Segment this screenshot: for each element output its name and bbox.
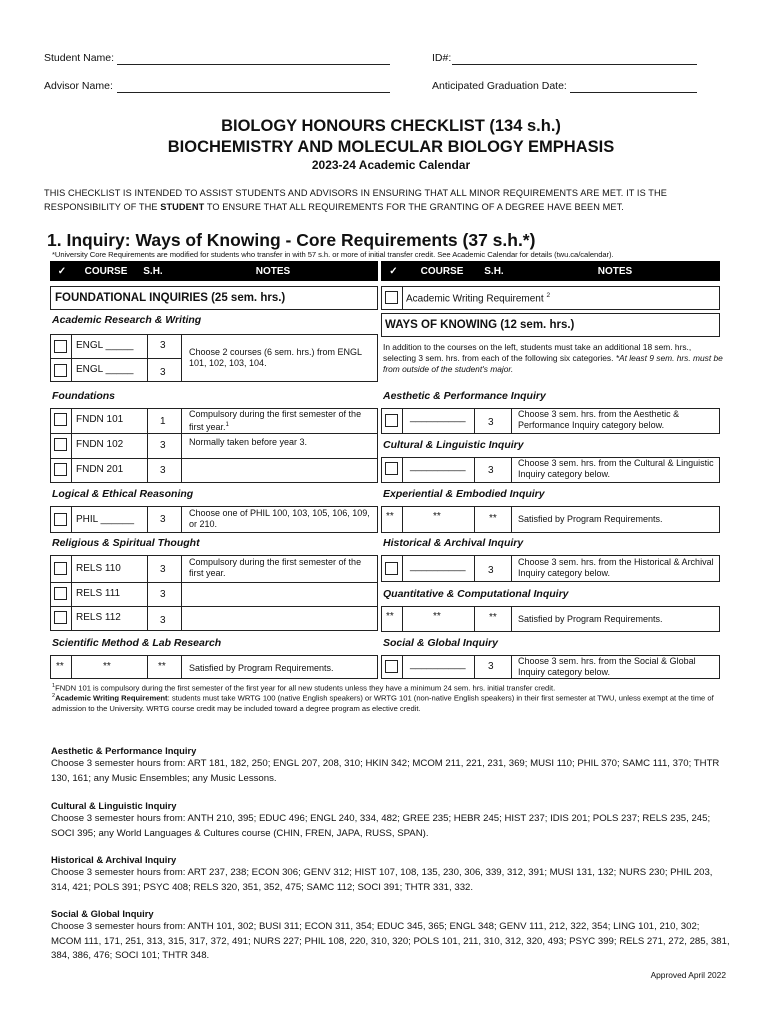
category-quantitative: Quantitative & Computational Inquiry bbox=[383, 588, 569, 600]
historical-note: Choose 3 sem. hrs. from the Historical & Archival Inquiry category below. bbox=[518, 557, 714, 578]
aesthetic-sh: 3 bbox=[488, 417, 494, 428]
list-body-historical: Choose 3 semester hours from: ART 237, 238; ECON 306; GENV 312; HIST 107, 108, 135, 230, 306, 339, 312, 391; MUSI 131, 132; NURS 230; PHIL 203, 314, 421; POLS 391; PSYC 408; RELS 320, 351, 352, 475; SAMC 112; SOCI 391; THTR 331, 332. bbox=[51, 867, 713, 893]
footnote-2: $^2$Academic Writing Requirement: students must take WRTG 100 (native English speakers) or WRTG 101 (non-native English speakers) in their first semester at TWU, unless exempt at the time of admission to the University. WRTG course credit may be included toward a degree program as elective credit. bbox=[52, 693, 714, 713]
exp-check-marker: ** bbox=[386, 511, 394, 522]
list-body-cultural: Choose 3 semester hours from: ANTH 210, 395; EDUC 496; ENGL 240, 334, 482; GREE 235; HEBR 245; HIST 237; IDIS 201; POLS 237; RELS 235, 245; SOCI 395; any World Languages & Cultures course (CHIN, FREN, JAPA, RUSS, SPAN). bbox=[51, 813, 711, 839]
rels-111-sh: 3 bbox=[160, 589, 166, 600]
id-label: ID#: bbox=[432, 52, 452, 64]
rels-111-course: RELS 111 bbox=[76, 588, 121, 599]
cultural-checkbox[interactable] bbox=[385, 462, 398, 475]
fndn-102-sh: 3 bbox=[160, 440, 166, 451]
fndn-101-note: Compulsory during the first semester of the first year.$^1$ bbox=[189, 409, 362, 432]
engl-1-sh: 3 bbox=[160, 340, 166, 351]
notes-column-header: NOTES bbox=[597, 265, 633, 277]
fndn-101-sh: 1 bbox=[160, 416, 166, 427]
foundational-inquiries-heading: FOUNDATIONAL INQUIRIES (25 sem. hrs.) bbox=[55, 292, 286, 304]
notes-column-header: NOTES bbox=[255, 265, 291, 277]
category-historical: Historical & Archival Inquiry bbox=[383, 537, 524, 549]
course-column-header: COURSE bbox=[420, 265, 464, 277]
rels-110-course: RELS 110 bbox=[76, 563, 121, 574]
rels-112-sh: 3 bbox=[160, 615, 166, 626]
engl-note: Choose 2 courses (6 sem. hrs.) from ENGL 101, 102, 103, 104. bbox=[189, 347, 362, 368]
checklist-title: BIOLOGY HONOURS CHECKLIST (134 s.h.) bbox=[221, 117, 561, 135]
qua-course-marker: ** bbox=[433, 611, 441, 622]
sh-column-header: S.H. bbox=[143, 265, 163, 277]
student-name-label: Student Name: bbox=[44, 52, 115, 64]
calendar-year: 2023-24 Academic Calendar bbox=[311, 158, 471, 172]
category-cultural: Cultural & Linguistic Inquiry bbox=[383, 439, 524, 451]
category-social: Social & Global Inquiry bbox=[383, 637, 498, 649]
cultural-course-blank[interactable]: __________ bbox=[410, 461, 466, 472]
fndn-201-checkbox[interactable] bbox=[54, 463, 67, 476]
list-body-aesthetic: Choose 3 semester hours from: ART 181, 182, 250; ENGL 207, 208, 310; HKIN 342; MCOM 211, 221, 231, 369; MUSI 110; PHIL 370; SAMC 111, 370; THTR 130, 161; any Music Ensembles; any Music Lessons. bbox=[51, 758, 720, 784]
exp-course-marker: ** bbox=[433, 511, 441, 522]
category-scientific-method: Scientific Method & Lab Research bbox=[52, 637, 222, 649]
historical-course-blank[interactable]: __________ bbox=[410, 561, 466, 572]
awr-checkbox[interactable] bbox=[385, 291, 398, 304]
sci-note: Satisfied by Program Requirements. bbox=[189, 663, 334, 673]
category-experiential: Experiential & Embodied Inquiry bbox=[383, 488, 545, 500]
ways-of-knowing-heading: WAYS OF KNOWING (12 sem. hrs.) bbox=[385, 319, 575, 331]
advisor-name-label: Advisor Name: bbox=[44, 80, 113, 92]
core-requirements-note: *University Core Requirements are modified for students who transfer in with 57 s.h. or more of initial transfer credit. See Academic Calendar for details (twu.ca/calendar). bbox=[52, 250, 614, 259]
phil-sh: 3 bbox=[160, 514, 166, 525]
graduation-date-field[interactable] bbox=[570, 81, 697, 93]
rels-111-checkbox[interactable] bbox=[54, 587, 67, 600]
fndn-102-note: Normally taken before year 3. bbox=[189, 437, 308, 447]
fndn-102-checkbox[interactable] bbox=[54, 438, 67, 451]
section-heading: 1. Inquiry: Ways of Knowing - Core Requirements (37 s.h.*) bbox=[47, 230, 536, 250]
sh-column-header: S.H. bbox=[484, 265, 504, 277]
fndn-101-course: FNDN 101 bbox=[76, 414, 124, 425]
historical-sh: 3 bbox=[488, 565, 494, 576]
category-academic-research: Academic Research & Writing bbox=[52, 314, 202, 326]
cultural-sh: 3 bbox=[488, 465, 494, 476]
right-table-header bbox=[381, 261, 720, 281]
check-column-header: ✓ bbox=[389, 265, 398, 277]
category-logical-ethical: Logical & Ethical Reasoning bbox=[52, 488, 194, 500]
aesthetic-note: Choose 3 sem. hrs. from the Aesthetic & Performance Inquiry category below. bbox=[518, 409, 680, 430]
list-heading-historical: Historical & Archival Inquiry bbox=[51, 854, 177, 865]
qua-check-marker: ** bbox=[386, 611, 394, 622]
exp-sh-marker: ** bbox=[489, 513, 497, 524]
engl-1-checkbox[interactable] bbox=[54, 340, 67, 353]
fndn-102-course: FNDN 102 bbox=[76, 439, 124, 450]
id-field[interactable] bbox=[452, 53, 697, 65]
list-body-social: Choose 3 semester hours from: ANTH 101, 302; BUSI 311; ECON 311, 354; EDUC 345, 365; ENGL 348; GENV 111, 212, 322, 354; LING 101, 210, 302; MCOM 111, 171, 251, 313, 315, 317, 372, 491; NURS 227; PHIL 108, 220, 310, 320; POLS 101, 211, 310, 312, 320, 493; PSYC 399; RELS 271, 272, 285, 381, 384, 386, 476; SOCI 101; THTR 348. bbox=[51, 921, 730, 961]
engl-1-course[interactable]: ENGL _____ bbox=[76, 340, 134, 351]
rels-112-course: RELS 112 bbox=[76, 612, 121, 623]
sci-course-marker: ** bbox=[103, 661, 111, 672]
phil-note: Choose one of PHIL 100, 103, 105, 106, 109, or 210. bbox=[189, 508, 370, 529]
phil-checkbox[interactable] bbox=[54, 513, 67, 526]
qua-sh-marker: ** bbox=[489, 612, 497, 623]
category-religious-spiritual: Religious & Spiritual Thought bbox=[52, 537, 200, 549]
rels-110-sh: 3 bbox=[160, 564, 166, 575]
engl-2-course[interactable]: ENGL _____ bbox=[76, 364, 134, 375]
awr-label: Academic Writing Requirement $^2$ bbox=[406, 292, 551, 305]
cultural-note: Choose 3 sem. hrs. from the Cultural & Linguistic Inquiry category below. bbox=[518, 458, 714, 479]
advisor-name-field[interactable] bbox=[117, 81, 390, 93]
list-heading-aesthetic: Aesthetic & Performance Inquiry bbox=[51, 745, 197, 756]
social-course-blank[interactable]: __________ bbox=[410, 659, 466, 670]
social-checkbox[interactable] bbox=[385, 660, 398, 673]
fndn-201-sh: 3 bbox=[160, 465, 166, 476]
engl-2-checkbox[interactable] bbox=[54, 364, 67, 377]
sci-sh-marker: ** bbox=[158, 661, 166, 672]
rels-110-note: Compulsory during the first semester of the first year. bbox=[189, 557, 362, 578]
fndn-201-course: FNDN 201 bbox=[76, 464, 124, 475]
ways-of-knowing-note: In addition to the courses on the left, students must take an additional 18 sem. hrs., selecting 3 sem. hrs. from each of the following six categories. *At least 9 sem. hrs. must be from outside of the student's major. bbox=[383, 342, 723, 374]
sci-check-marker: ** bbox=[56, 661, 64, 672]
rels-110-checkbox[interactable] bbox=[54, 562, 67, 575]
check-column-header: ✓ bbox=[57, 265, 67, 277]
engl-2-sh: 3 bbox=[160, 367, 166, 378]
category-foundations: Foundations bbox=[52, 390, 115, 402]
list-heading-cultural: Cultural & Linguistic Inquiry bbox=[51, 800, 177, 811]
experiential-note: Satisfied by Program Requirements. bbox=[518, 514, 663, 524]
phil-course[interactable]: PHIL ______ bbox=[76, 514, 135, 525]
aesthetic-course-blank[interactable]: __________ bbox=[410, 412, 466, 423]
list-heading-social: Social & Global Inquiry bbox=[51, 908, 154, 919]
historical-checkbox[interactable] bbox=[385, 562, 398, 575]
category-aesthetic: Aesthetic & Performance Inquiry bbox=[383, 390, 546, 402]
graduation-date-label: Anticipated Graduation Date: bbox=[432, 80, 567, 92]
left-table-header bbox=[50, 261, 378, 281]
responsibility-notice: THIS CHECKLIST IS INTENDED TO ASSIST STUDENTS AND ADVISORS IN ENSURING THAT ALL MINOR REQUIREMENTS ARE MET. IT IS THE RESPONSIBILITY OF THE STUDENT TO ENSURE THAT ALL REQUIREMENTS FOR THE GRANTING OF A DEGREE HAVE BEEN MET. bbox=[44, 188, 667, 212]
student-name-field[interactable] bbox=[117, 53, 390, 65]
rels-112-checkbox[interactable] bbox=[54, 611, 67, 624]
fndn-101-checkbox[interactable] bbox=[54, 413, 67, 426]
ways-of-knowing-row bbox=[381, 313, 720, 337]
aesthetic-checkbox[interactable] bbox=[385, 414, 398, 427]
foundational-inquiries-row bbox=[50, 286, 378, 310]
emphasis-title: BIOCHEMISTRY AND MOLECULAR BIOLOGY EMPHASIS bbox=[167, 138, 615, 156]
social-sh: 3 bbox=[488, 661, 494, 672]
quantitative-note: Satisfied by Program Requirements. bbox=[518, 614, 663, 624]
footnote-1: $^1$FNDN 101 is compulsory during the first semester of the first year for all new students unless they have a minimum 24 sem. hrs. initial transfer credit. bbox=[52, 683, 556, 693]
social-note: Choose 3 sem. hrs. from the Social & Global Inquiry category below. bbox=[518, 656, 696, 677]
course-column-header: COURSE bbox=[84, 265, 128, 277]
approved-date: Approved April 2022 bbox=[650, 970, 726, 980]
